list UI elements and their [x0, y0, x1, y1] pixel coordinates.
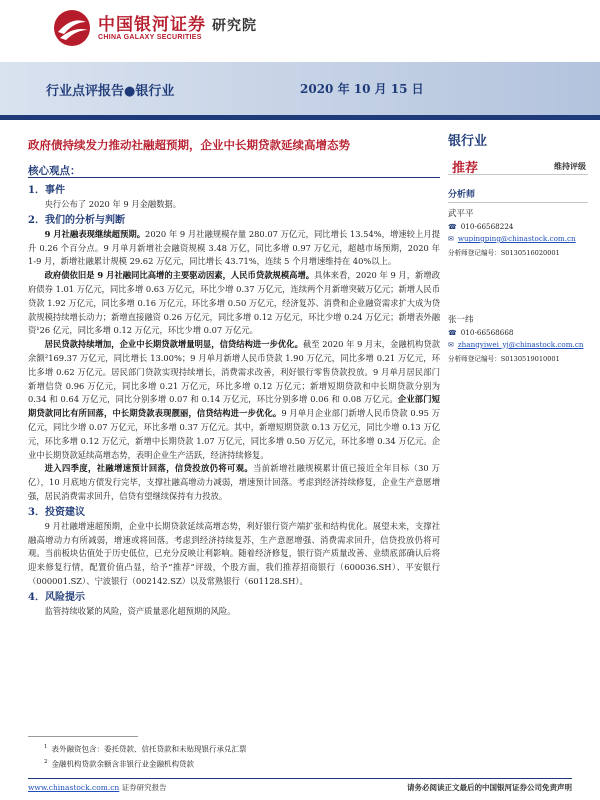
analysis-4-lead: 进入四季度，社融增速预计回落，信贷投放仍将可观。	[44, 463, 254, 474]
analyst-phone-row	[448, 222, 588, 231]
analysis-2-text: 具体来看，2020 年 9 月，新增政府债券 1.01 万亿元，同比多增 0.63 万亿元，环比少增 0.37 万亿元，连续两个月新增突破万亿元；新增人民币贷款 1.92 万亿元，同比多增 0.16 万亿元，环比多增 0.50 万亿元，经济复苏、消费和企业融资需求扩大成为贷款规模持续增长动力；新增直接融资 0.26 万亿元，同比多增 0.12 万亿元，环比少增 0.24 万亿元；新增表外融资¹26 亿元，同比多增 0.12 万亿元，环比少增 0.07 万亿元。	[28, 270, 440, 336]
report-body	[28, 182, 440, 619]
analyst-registration: 分析师登记编号：S0130516020001	[448, 249, 560, 257]
key-points-divider	[28, 177, 440, 178]
brand-name-en: CHINA GALAXY SECURITIES	[98, 34, 202, 41]
section-title-risk: 4．风险提示	[28, 591, 85, 603]
brand-name-cn: 中国银河证券	[98, 15, 206, 35]
rating-note: 维持评级	[554, 161, 586, 171]
email-icon: ✉	[448, 340, 454, 349]
analyst-card	[448, 207, 588, 257]
analysis-1-text: 2020 年 9 月社融规模存量 280.07 万亿元，同比增长 13.54%，增速较上月提升 0.26 个百分点。9 月单月新增社会融资规模 3.48 万亿，同比多增 0.97 万亿元，超越市场预期，2020 年 1-9 月，新增社融累计规模 29.62 万亿元，同比增长 43.71%，连续 5 个月增速维持在 40%以上。	[28, 228, 440, 267]
analysis-paragraph-4	[28, 462, 440, 503]
event-paragraph: 央行公布了 2020 年 9 月金融数据。	[44, 199, 182, 209]
section-title-analysis: 2．我们的分析与判断	[28, 214, 125, 226]
phone-icon: ☎	[448, 328, 457, 337]
sidebar-industry: 银行业	[448, 134, 488, 149]
email-icon: ✉	[448, 234, 454, 243]
footnote-1: $^1$ 表外融资包含：委托贷款、信托贷款和未贴现银行承兑汇票	[44, 744, 247, 754]
phone-icon: ☎	[448, 222, 457, 231]
report-headline: 政府债持续发力推动社融超预期，企业中长期贷款延续高增态势	[28, 138, 350, 152]
analysts-divider	[448, 202, 588, 203]
footer-left	[28, 782, 167, 793]
footer-disclaimer: 请务必阅读正文最后的中国银河证券公司免责声明	[407, 783, 572, 792]
footnote-divider	[28, 736, 138, 737]
report-type: 行业点评报告●银行业	[46, 84, 175, 99]
footer-divider	[28, 778, 572, 779]
banner-stripe	[0, 115, 600, 120]
investment-paragraph: 9 月社融增速超预期，企业中长期贷款延续高增态势，利好银行资产端扩张和结构优化。展望未来，支撑社融高增动力有所减弱，增速或将回落。考虑到经济持续复苏，生产意愿增强、消费需求回升，信贷投放仍将可观。当前板块估值处于历史低位，已充分反映让利影响。随着经济修复，银行资产质量改善、业绩底部确认后将迎来修复行情，配置价值凸显，给予“推荐”评级，个股方面，我们推荐招商银行（600036.SH）、平安银行（000001.SZ）、宁波银行（002142.SZ）以及常熟银行（601128.SH）。	[28, 520, 440, 586]
analysis-2-lead: 政府债依旧是 9 月社融同比高增的主要驱动因素，人民币贷款规模高增。	[44, 270, 315, 281]
analyst-phone-row	[448, 328, 588, 337]
rating-row	[448, 157, 588, 175]
company-logo	[52, 6, 272, 50]
analyst-name: 张一纬	[448, 315, 474, 325]
analyst-phone: 010-66568224	[460, 222, 514, 231]
analyst-email-link[interactable]: wupingping@chinastock.com.cn	[457, 234, 576, 243]
institute-name: 研究院	[212, 18, 257, 34]
section-title-event: 1．事件	[28, 185, 65, 196]
sidebar	[448, 133, 588, 363]
analyst-email-row	[448, 340, 588, 349]
analyst-phone: 010-66568668	[460, 328, 514, 337]
report-date: 2020 年 10 月 15 日	[300, 82, 424, 96]
analysts-label: 分析师	[448, 190, 476, 200]
analysis-paragraph-3	[28, 338, 440, 462]
analysis-4-text: 当前新增社融规模累计值已接近全年目标（30 万亿），10 月底地方债发行完毕，支撑社融高增动力减弱，增速预计回落。考虑到经济持续修复，企业生产意愿增强，居民消费需求回升，信贷有望继续保持有力投放。	[28, 463, 440, 501]
footnote-2-text: 金融机构贷款余额含非银行业金融机构贷款	[51, 759, 194, 768]
footer-site-link[interactable]: www.chinastock.com.cn	[28, 783, 120, 792]
galaxy-logo-icon	[52, 8, 92, 48]
analyst-email-row	[448, 234, 588, 243]
analyst-email-link[interactable]: zhangyiwei_yj@chinastock.com.cn	[457, 340, 584, 349]
rating-value: 推荐	[452, 161, 479, 176]
logo-text	[98, 10, 257, 35]
footnote-1-text: 表外融资包含：委托贷款、信托贷款和未贴现银行承兑汇票	[51, 744, 247, 754]
analysis-3-lead-2: 企业部门短期贷款同比有所回落，中长期贷款表现靓丽，信贷结构进一步优化。	[28, 394, 440, 419]
section-title-investment: 3．投资建议	[28, 506, 85, 518]
risk-paragraph: 监管持续收紧的风险，资产质量恶化超预期的风险。	[44, 605, 236, 616]
footnote-2: $^2$ 金融机构贷款余额含非银行业金融机构贷款	[44, 758, 194, 768]
analysis-3-text: 截至 2020 年 9 月末，金融机构贷款余额²169.37 万亿元，同比增长 13.00%；9 月单月新增人民币贷款 1.90 万亿元，同比多增 0.21 万亿元，环比多增 0.62 万亿元。居民部门贷款实现持续增长，消费需求改善，利好银行零售贷款投放。9 月单月居民部门新增信贷 0.96 万亿元，同比多增 0.21 万亿元，环比多增 0.12 万亿元；新增短期贷款和中长期贷款分别为 0.34 和 0.64 万亿元，同比分别多增 0.07 和 0.14 万亿元，环比分别多增 0.06 和 0.08 万亿元。	[28, 339, 440, 405]
analysis-1-lead: 9 月社融表现继续超预期。	[44, 228, 146, 239]
analysis-paragraph-1	[28, 228, 440, 269]
analyst-registration: 分析师登记编号：S0130519010001	[448, 355, 560, 363]
footer-site-suffix: 证券研究报告	[121, 783, 167, 792]
analysis-3-lead: 居民贷款持续增加，企业中长期贷款增量明显，信贷结构进一步优化。	[44, 339, 303, 350]
analysis-paragraph-2	[28, 269, 440, 338]
analysis-3-tail: 9 月单月企业部门新增人民币贷款 0.95 万亿元，同比少增 0.07 万亿元，环比多增 0.37 万亿元。其中，新增短期贷款 0.13 万亿元，同比少增 0.13 万亿元，环比多增 0.12 万亿元，新增中长期贷款 1.07 万亿元，同比多增 0.50 万亿元，环比多增 0.34 万亿元。企业中长期贷款延续高增态势，表明企业生产活跃，经济持续修复。	[28, 408, 440, 460]
analyst-card	[448, 313, 588, 363]
key-points-label: 核心观点：	[28, 165, 81, 177]
analyst-name: 武平平	[448, 209, 474, 219]
footnotes	[44, 741, 247, 770]
